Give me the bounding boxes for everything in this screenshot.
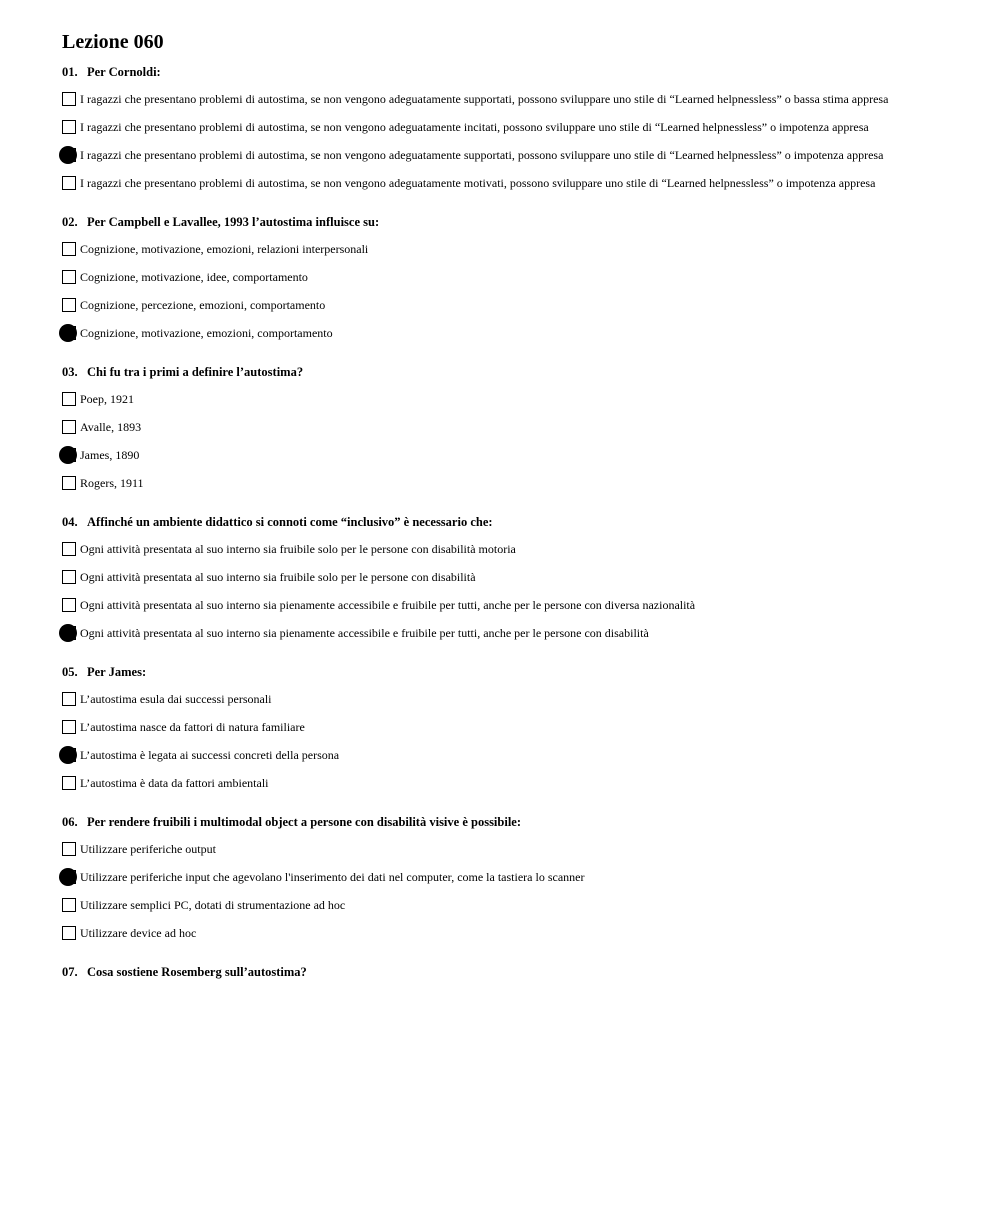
- question-text: Affinché un ambiente didattico si connoti come “inclusivo” è necessario che:: [87, 515, 493, 529]
- checkbox[interactable]: [62, 92, 76, 106]
- answer-option[interactable]: [62, 325, 962, 341]
- checkbox[interactable]: [62, 570, 76, 584]
- answer-option[interactable]: [62, 119, 962, 135]
- answer-text: L’autostima nasce da fattori di natura familiare: [80, 720, 305, 734]
- checkbox-checked[interactable]: [62, 626, 76, 640]
- checkbox-checked[interactable]: [62, 870, 76, 884]
- answer-text: Utilizzare semplici PC, dotati di strumentazione ad hoc: [80, 898, 346, 912]
- question-number: 03.: [62, 365, 78, 379]
- checkbox[interactable]: [62, 120, 76, 134]
- answer-text: L’autostima esula dai successi personali: [80, 692, 272, 706]
- answer-option[interactable]: [62, 147, 962, 163]
- question-3: [62, 364, 962, 491]
- checkbox-square-icon: [62, 692, 76, 706]
- answer-text: Ogni attività presentata al suo interno sia fruibile solo per le persone con disabilità motoria: [80, 542, 516, 556]
- checkbox-square-icon: [62, 542, 76, 556]
- answer-text: L’autostima è legata ai successi concreti della persona: [80, 748, 340, 762]
- answer-option[interactable]: [62, 775, 962, 791]
- question-4: [62, 514, 962, 641]
- answer-option[interactable]: [62, 869, 962, 885]
- answer-text: James, 1890: [80, 448, 140, 462]
- answer-option[interactable]: [62, 391, 962, 407]
- answer-text: L’autostima è data da fattori ambientali: [80, 776, 269, 790]
- checkbox[interactable]: [62, 420, 76, 434]
- question-number: 01.: [62, 65, 78, 79]
- checkbox-square-icon: [62, 598, 76, 612]
- question-heading: [62, 64, 962, 80]
- answer-text: I ragazzi che presentano problemi di autostima, se non vengono adeguatamente supportati, possono sviluppare uno stile di “Learned helpnessless” o bassa stima appresa: [80, 92, 889, 106]
- selected-mark-icon: [59, 324, 77, 342]
- answer-text: Utilizzare periferiche input che agevolano l'inserimento dei dati nel computer, come la tastiera lo scanner: [80, 870, 585, 884]
- question-number: 06.: [62, 815, 78, 829]
- selected-mark-icon: [59, 146, 77, 164]
- checkbox[interactable]: [62, 926, 76, 940]
- answer-option[interactable]: [62, 475, 962, 491]
- question-number: 04.: [62, 515, 78, 529]
- checkbox[interactable]: [62, 842, 76, 856]
- question-heading: [62, 664, 962, 680]
- answer-text: Cognizione, percezione, emozioni, comportamento: [80, 298, 326, 312]
- answer-text: Ogni attività presentata al suo interno sia fruibile solo per le persone con disabilità: [80, 570, 476, 584]
- checkbox[interactable]: [62, 598, 76, 612]
- question-2: [62, 214, 962, 341]
- question-6: [62, 814, 962, 941]
- question-text: Per Campbell e Lavallee, 1993 l’autostima influisce su:: [87, 215, 380, 229]
- checkbox[interactable]: [62, 298, 76, 312]
- question-heading: [62, 964, 962, 980]
- checkbox[interactable]: [62, 392, 76, 406]
- answer-option[interactable]: [62, 625, 962, 641]
- answer-option[interactable]: [62, 541, 962, 557]
- checkbox-square-icon: [62, 420, 76, 434]
- checkbox-checked[interactable]: [62, 148, 76, 162]
- question-number: 02.: [62, 215, 78, 229]
- question-list: [62, 64, 962, 980]
- checkbox-square-icon: [62, 842, 76, 856]
- checkbox-checked[interactable]: [62, 748, 76, 762]
- question-heading: [62, 514, 962, 530]
- question-text: Chi fu tra i primi a definire l’autostima?: [87, 365, 304, 379]
- checkbox[interactable]: [62, 898, 76, 912]
- answer-option[interactable]: [62, 897, 962, 913]
- checkbox[interactable]: [62, 270, 76, 284]
- question-7: [62, 964, 962, 980]
- checkbox[interactable]: [62, 720, 76, 734]
- answer-text: Poep, 1921: [80, 392, 134, 406]
- answer-option[interactable]: [62, 569, 962, 585]
- answer-option[interactable]: [62, 447, 962, 463]
- answer-option[interactable]: [62, 691, 962, 707]
- answer-text: I ragazzi che presentano problemi di autostima, se non vengono adeguatamente supportati, possono sviluppare uno stile di “Learned helpnessless” o impotenza appresa: [80, 148, 884, 162]
- checkbox-checked[interactable]: [62, 326, 76, 340]
- answer-text: Ogni attività presentata al suo interno sia pienamente accessibile e fruibile per tutti, anche per le persone con diversa nazionalità: [80, 598, 696, 612]
- checkbox-square-icon: [62, 92, 76, 106]
- answer-option[interactable]: [62, 419, 962, 435]
- question-text: Per rendere fruibili i multimodal object a persone con disabilità visive è possibile:: [87, 815, 522, 829]
- answer-text: Ogni attività presentata al suo interno sia pienamente accessibile e fruibile per tutti, anche per le persone con disabilità: [80, 626, 649, 640]
- answer-text: I ragazzi che presentano problemi di autostima, se non vengono adeguatamente motivati, possono sviluppare uno stile di “Learned helpnessless” o impotenza appresa: [80, 176, 876, 190]
- checkbox[interactable]: [62, 176, 76, 190]
- quiz-page: [62, 30, 962, 1003]
- selected-mark-icon: [59, 746, 77, 764]
- checkbox-square-icon: [62, 392, 76, 406]
- question-number: 07.: [62, 965, 78, 979]
- answer-text: Utilizzare periferiche output: [80, 842, 216, 856]
- selected-mark-icon: [59, 446, 77, 464]
- checkbox-square-icon: [62, 120, 76, 134]
- answer-option[interactable]: [62, 925, 962, 941]
- checkbox-square-icon: [62, 926, 76, 940]
- answer-option[interactable]: [62, 175, 962, 191]
- question-1: [62, 64, 962, 191]
- checkbox-square-icon: [62, 176, 76, 190]
- checkbox-square-icon: [62, 270, 76, 284]
- answer-option[interactable]: [62, 241, 962, 257]
- question-heading: [62, 364, 962, 380]
- answer-option[interactable]: [62, 719, 962, 735]
- checkbox-square-icon: [62, 570, 76, 584]
- question-heading: [62, 814, 962, 830]
- answer-option[interactable]: [62, 747, 962, 763]
- checkbox[interactable]: [62, 692, 76, 706]
- answer-text: Rogers, 1911: [80, 476, 144, 490]
- page-title: Lezione 060: [62, 31, 164, 53]
- answer-option[interactable]: [62, 269, 962, 285]
- selected-mark-icon: [59, 868, 77, 886]
- checkbox-square-icon: [62, 898, 76, 912]
- answer-text: Utilizzare device ad hoc: [80, 926, 197, 940]
- selected-mark-icon: [59, 624, 77, 642]
- checkbox[interactable]: [62, 542, 76, 556]
- checkbox-square-icon: [62, 776, 76, 790]
- answer-option[interactable]: [62, 841, 962, 857]
- answer-option[interactable]: [62, 297, 962, 313]
- question-text: Per Cornoldi:: [87, 65, 161, 79]
- checkbox-checked[interactable]: [62, 448, 76, 462]
- answer-option[interactable]: [62, 597, 962, 613]
- answer-text: Cognizione, motivazione, emozioni, comportamento: [80, 326, 333, 340]
- question-number: 05.: [62, 665, 78, 679]
- answer-text: Avalle, 1893: [80, 420, 142, 434]
- answer-text: Cognizione, motivazione, emozioni, relazioni interpersonali: [80, 242, 369, 256]
- checkbox[interactable]: [62, 242, 76, 256]
- answer-text: Cognizione, motivazione, idee, comportamento: [80, 270, 308, 284]
- answer-option[interactable]: [62, 91, 962, 107]
- checkbox-square-icon: [62, 298, 76, 312]
- checkbox-square-icon: [62, 720, 76, 734]
- question-text: Per James:: [87, 665, 147, 679]
- checkbox-square-icon: [62, 242, 76, 256]
- checkbox[interactable]: [62, 476, 76, 490]
- checkbox-square-icon: [62, 476, 76, 490]
- question-5: [62, 664, 962, 791]
- question-text: Cosa sostiene Rosemberg sull’autostima?: [87, 965, 307, 979]
- question-heading: [62, 214, 962, 230]
- answer-text: I ragazzi che presentano problemi di autostima, se non vengono adeguatamente incitati, possono sviluppare uno stile di “Learned helpnessless” o impotenza appresa: [80, 120, 869, 134]
- checkbox[interactable]: [62, 776, 76, 790]
